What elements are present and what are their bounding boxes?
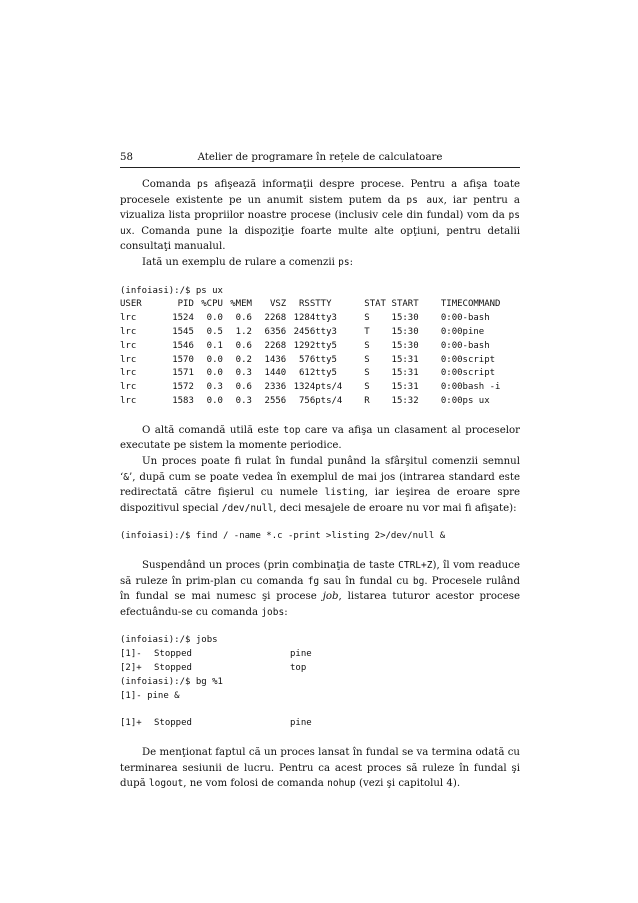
inline-code: jobs [261,606,285,618]
vsz-cell: 2268 [264,340,287,351]
rss-cell: 1284 [293,313,316,324]
column-header: START [391,299,419,310]
text-run: Un proces poate fi rulat în fundal punând la sfârşitul comenzii semnul ‘ [120,455,520,483]
table-row [120,312,520,326]
text-run: care va afişa un clasament al proceselor executate pe sistem la momente periodice. [120,424,520,452]
ps-output-table [120,298,520,408]
user-cell: lrc [120,382,137,393]
stat-cell: S [364,368,370,379]
text-run: : [349,256,354,268]
find-example-block [120,530,520,544]
column-header: %CPU [201,299,223,310]
inline-code: bg [412,575,425,587]
column-header: TTY [315,299,332,310]
blank-line [120,703,520,717]
inline-code: fg [307,575,320,587]
text-run: . Comanda pune la dispoziţie foarte multe alte opţiuni, pentru detalii consultaţi manualul. [120,225,520,253]
inline-code: listing [324,487,365,499]
text-run: Comanda [142,179,197,190]
paragraph [120,423,520,454]
command-cell: -bash [462,340,490,351]
shell-output: [1]- pine & [120,690,180,701]
rss-cell: 1292 [293,340,316,351]
job-state: Stopped [154,663,192,674]
job-id: [2]+ [120,663,142,674]
text-run: (vezi şi capitolul 4). [355,778,461,790]
tty-cell: tty5 [315,354,337,365]
user-cell: lrc [120,340,137,351]
pid-cell: 1583 [172,395,194,406]
stat-cell: S [364,382,370,393]
rss-cell: 756 [298,395,316,406]
mem-cell: 0.3 [235,368,252,379]
job-id: [1]+ [120,718,142,729]
text-run: , listarea tuturor acestor procese efectuându-se cu comanda [120,591,520,618]
cpu-cell: 0.3 [206,382,223,393]
book-page [120,150,520,792]
table-row [120,381,520,395]
command-cell: pine [462,326,485,337]
shell-prompt: (infoiasi):/$ jobs [120,635,218,646]
inline-code: ps [196,179,209,190]
shell-prompt: (infoiasi):/$ bg %1 [120,676,223,687]
stat-cell: S [364,340,370,351]
column-header: RSS [298,299,316,310]
text-run: sau în fundal cu [319,575,413,587]
time-cell: 0:00 [440,340,463,351]
tty-cell: tty3 [315,313,337,324]
cpu-cell: 0.0 [206,354,223,365]
emphasis: job [322,591,339,603]
table-row [120,395,520,409]
inline-code: ps aux [406,194,444,206]
start-cell: 15:32 [391,395,419,406]
column-header: USER [120,299,142,310]
text-run: : [284,606,288,618]
shell-command: (infoiasi):/$ find / -name *.c -print >listing 2>/dev/null & [120,531,446,542]
mem-cell: 1.2 [235,326,252,337]
command-cell: script [462,354,496,365]
start-cell: 15:31 [391,368,419,379]
tty-cell: tty5 [315,340,337,351]
column-header: %MEM [230,299,252,310]
pid-cell: 1572 [172,382,194,393]
command-cell: bash -i [462,382,501,393]
start-cell: 15:30 [391,313,419,324]
mem-cell: 0.2 [235,354,252,365]
column-header: PID [177,299,194,310]
cpu-cell: 0.0 [206,395,223,406]
text-run: , ne vom folosi de comanda [183,778,328,790]
stat-cell: S [364,354,370,365]
paragraph [120,558,520,620]
cpu-cell: 0.1 [206,340,223,351]
stat-cell: R [364,395,370,406]
start-cell: 15:31 [391,382,419,393]
pid-cell: 1545 [172,326,194,337]
inline-code: top [283,424,301,436]
time-cell: 0:00 [440,326,463,337]
command-cell: -bash [462,313,490,324]
table-row [120,648,350,662]
rss-cell: 576 [298,354,316,365]
table-row [120,340,520,354]
jobs-output-table [120,717,350,731]
pid-cell: 1571 [172,368,194,379]
time-cell: 0:00 [440,368,463,379]
tty-cell: tty3 [315,326,337,337]
cpu-cell: 0.5 [206,326,223,337]
jobs-example-block [120,634,520,731]
text-run: Suspendând un proces (prin combinaţia de taste [142,560,399,572]
paragraph [120,177,520,255]
ps-example-block [120,285,520,409]
time-cell: 0:00 [440,382,463,393]
command-cell: ps ux [462,395,490,406]
mem-cell: 0.6 [235,382,252,393]
stat-cell: S [364,313,370,324]
text-run: ’, după cum se poate vedea în exemplul de mai jos (intrarea standard este redirectată către fişierul cu numele [120,471,520,499]
job-id: [1]- [120,649,142,660]
job-command: pine [290,718,312,729]
column-header: COMMAND [462,299,501,310]
user-cell: lrc [120,354,137,365]
user-cell: lrc [120,326,137,337]
user-cell: lrc [120,368,137,379]
text-run: O altă comandă utilă este [142,424,284,436]
vsz-cell: 2268 [264,313,287,324]
start-cell: 15:31 [391,354,419,365]
cpu-cell: 0.0 [206,368,223,379]
inline-code: CTRL+Z [398,560,433,572]
rss-cell: 612 [298,368,316,379]
command-cell: script [462,368,496,379]
text-run: Iată un exemplu de rulare a comenzii [142,256,339,268]
inline-code: /dev/null [221,502,274,514]
start-cell: 15:30 [391,340,419,351]
table-header-row [120,298,520,312]
tty-cell: pts/4 [315,395,343,406]
inline-code: ps ux [120,210,520,237]
stat-cell: T [364,326,370,337]
rss-cell: 2456 [293,326,316,337]
pid-cell: 1546 [172,340,194,351]
vsz-cell: 1440 [264,368,287,379]
start-cell: 15:30 [391,326,419,337]
text-run: ), îl vom readuce să ruleze în prim-plan cu comanda [120,560,520,587]
paragraph [120,454,520,516]
column-header: VSZ [269,299,287,310]
time-cell: 0:00 [440,395,463,406]
ps-table-body [120,312,520,409]
vsz-cell: 6356 [264,326,287,337]
table-row [120,326,520,340]
mem-cell: 0.6 [235,340,252,351]
inline-code: & [123,471,129,483]
tty-cell: pts/4 [315,382,343,393]
column-header: TIME [440,299,463,310]
job-command: top [290,663,307,674]
running-title: Atelier de programare în rețele de calculatoare [197,152,443,163]
user-cell: lrc [120,313,137,324]
paragraph [120,255,520,271]
mem-cell: 0.3 [235,395,252,406]
table-row [120,367,520,381]
time-cell: 0:00 [440,354,463,365]
cpu-cell: 0.0 [206,313,223,324]
paragraph [120,745,520,792]
text-run: , iar pentru a vizualiza lista propriilor noastre procese (inclusiv cele din fundal) vom da [120,194,520,222]
inline-code: nohup [327,778,356,790]
text-run: afişează informaţii despre procese. Pentru a afişa toate procesele existente pe un anumit sistem putem da [120,179,520,206]
vsz-cell: 2336 [264,382,287,393]
user-cell: lrc [120,395,137,406]
inline-code: logout [148,778,184,790]
vsz-cell: 2556 [264,395,287,406]
table-row [120,717,350,731]
rss-cell: 1324 [293,382,316,393]
pid-cell: 1524 [172,313,194,324]
column-header: STAT [364,299,386,310]
job-state: Stopped [154,718,192,729]
job-state: Stopped [154,649,192,660]
table-row [120,354,520,368]
jobs-output-table [120,648,350,676]
mem-cell: 0.6 [235,313,252,324]
table-row [120,662,350,676]
tty-cell: tty5 [315,368,337,379]
text-run: , deci mesajele de eroare nu vor mai fi afişate): [273,502,517,514]
inline-code: ps [338,256,350,268]
pid-cell: 1570 [172,354,194,365]
job-command: pine [290,649,312,660]
text-run: . Procesele rulând în fundal se mai numesc şi procese [120,575,521,603]
time-cell: 0:00 [440,313,463,324]
page-number: 58 [120,152,133,163]
page-header [120,150,520,168]
text-run: , iar ieşirea de eroare spre dispozitivul special [120,487,520,514]
shell-prompt: (infoiasi):/$ ps ux [120,285,223,296]
text-run: De menţionat faptul că un proces lansat în fundal se va termina odată cu terminarea sesiunii de lucru. Pentru ca acest proces să ruleze în fundal şi după [120,747,520,790]
vsz-cell: 1436 [264,354,287,365]
